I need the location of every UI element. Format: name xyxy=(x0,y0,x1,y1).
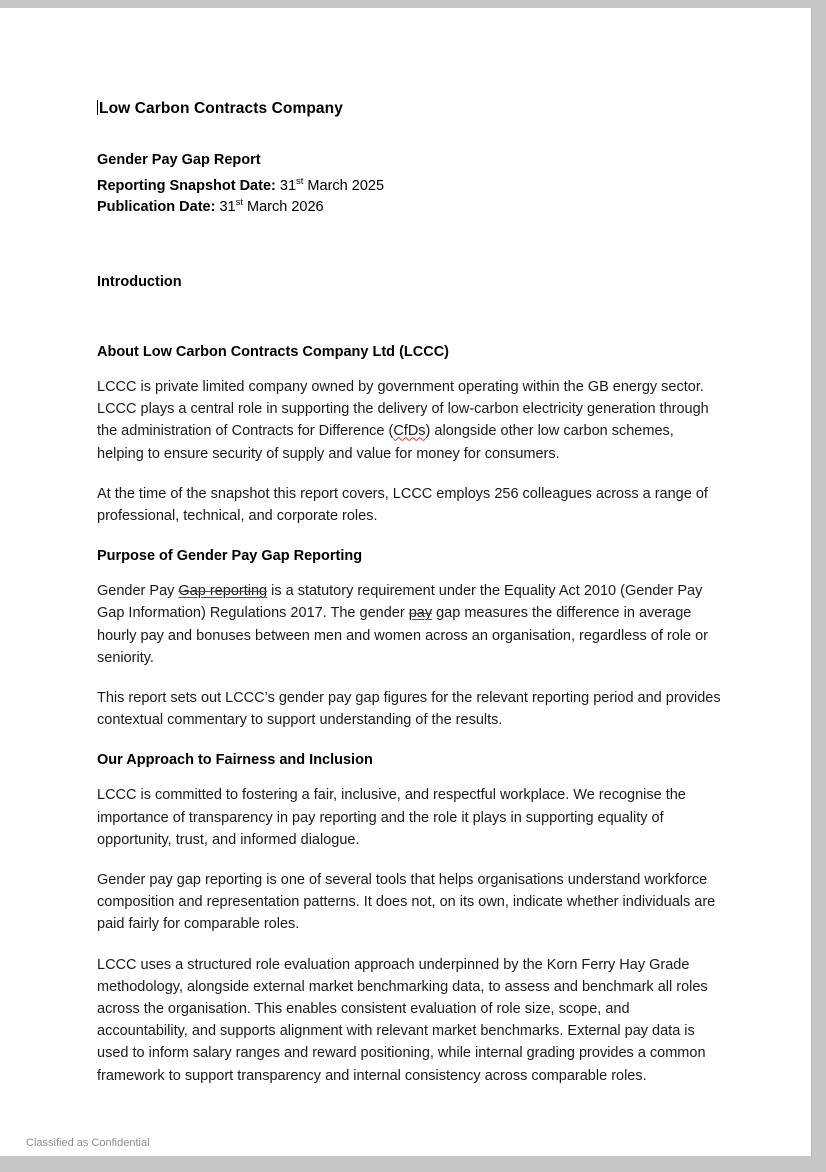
paragraph-purpose-part-c: gap measures the difference in average hourly pay and bonuses between men and women across an organisation, regardless of role or seniority. xyxy=(97,605,708,666)
snapshot-date-label: Reporting Snapshot Date: xyxy=(97,178,276,194)
confidentiality-footer: Classified as Confidential xyxy=(26,1137,150,1149)
report-title: Gender Pay Gap Report xyxy=(97,152,261,168)
tracked-change-pay[interactable]: pay xyxy=(408,605,433,622)
publication-date-ordinal: st xyxy=(235,197,243,209)
paragraph-about-part-a: LCCC is private limited company owned by government operating within the GB energy sector. LCCC plays a central role in supporting the delivery of low-carbon electricity generation through the administration of Contracts for Difference ( xyxy=(97,379,709,440)
report-meta-block xyxy=(97,150,724,218)
snapshot-date-rest: March 2025 xyxy=(303,178,385,194)
paragraph-about-lccc xyxy=(97,376,724,465)
text-cursor-caret xyxy=(97,100,98,115)
document-body[interactable] xyxy=(97,100,724,1105)
paragraph-approach-commitment: LCCC is committed to fostering a fair, inclusive, and respectful workplace. We recognise the importance of transparency in pay reporting and the role it plays in supporting equality of opportunity, trust, and informed dialogue. xyxy=(97,787,686,848)
paragraph-purpose-part-a: Gender Pay xyxy=(97,583,179,600)
paragraph-purpose-part-b: is a statutory requirement under the Equality Act 2010 (Gender Pay Gap Information) Regulations 2017. The gender xyxy=(97,583,703,622)
document-company-title xyxy=(97,100,724,118)
paragraph-purpose xyxy=(97,580,724,669)
paragraph-about-part-b: ) alongside other low carbon schemes, helping to ensure security of supply and value for money for consumers. xyxy=(97,423,674,462)
window-top-band xyxy=(0,0,826,8)
heading-introduction: Introduction xyxy=(97,274,182,290)
window-right-gutter xyxy=(813,8,826,1156)
tracked-change-gap-reporting[interactable]: Gap reporting xyxy=(178,583,268,600)
window-bottom-band xyxy=(0,1156,826,1172)
paragraph-report-scope: This report sets out LCCC’s gender pay gap figures for the relevant reporting period and provides contextual commentary to support understanding of the results. xyxy=(97,690,721,729)
publication-date-label: Publication Date: xyxy=(97,199,216,215)
snapshot-date-day: 31 xyxy=(279,178,297,194)
heading-about-lccc: About Low Carbon Contracts Company Ltd (LCCC) xyxy=(97,344,450,360)
paragraph-approach-tools: Gender pay gap reporting is one of several tools that helps organisations understand workforce composition and representation patterns. It does not, on its own, indicate whether individuals are paid fairly for comparable roles. xyxy=(97,872,716,933)
paragraph-headcount: At the time of the snapshot this report covers, LCCC employs 256 colleagues across a range of professional, technical, and corporate roles. xyxy=(97,485,708,525)
publication-date-line xyxy=(97,197,724,218)
document-page[interactable] xyxy=(0,8,812,1156)
heading-purpose: Purpose of Gender Pay Gap Reporting xyxy=(97,548,363,565)
publication-date-day: 31 xyxy=(219,199,236,215)
paragraph-approach-methodology: LCCC uses a structured role evaluation approach underpinned by the Korn Ferry Hay Grade methodology, alongside external market benchmarking data, to assess and benchmark all roles across the organisation. This enables consistent evaluation of role size, scope, and accountability, and supports alignment with relevant market benchmarks. External pay data is used to inform salary ranges and reward positioning, while internal grading provides a common framework to support transparency and internal consistency across comparable roles. xyxy=(97,956,708,1084)
spellcheck-word-cfds[interactable]: CfDs xyxy=(393,423,426,440)
publication-date-rest: March 2026 xyxy=(243,199,324,215)
company-title-text: Low Carbon Contracts Company xyxy=(99,100,343,117)
snapshot-date-ordinal: st xyxy=(296,176,304,188)
snapshot-date-line xyxy=(97,176,724,197)
heading-approach: Our Approach to Fairness and Inclusion xyxy=(97,752,373,769)
